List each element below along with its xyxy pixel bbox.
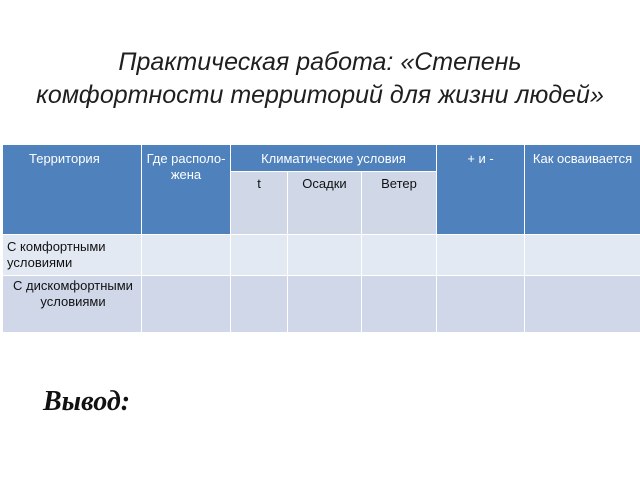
slide-title-line-1: Практическая работа: «Степень [118, 48, 522, 76]
row-label-comfortable: С комфортными условиями [3, 235, 142, 276]
header-climate-wind: Ветер [362, 172, 437, 235]
header-how-developed: Как осваивается [525, 145, 640, 235]
header-pros-cons: + и - [437, 145, 525, 235]
row-label-uncomfortable: С дискомфортными условиями [3, 276, 142, 333]
practical-work-table [2, 144, 640, 333]
cell-empty [288, 276, 362, 333]
header-climate-precipitation: Осадки [288, 172, 362, 235]
cell-empty [437, 276, 525, 333]
cell-empty [142, 276, 231, 333]
header-territory: Территория [3, 145, 142, 235]
slide-title [0, 46, 640, 112]
cell-empty [437, 235, 525, 276]
cell-empty [231, 276, 288, 333]
header-climate-t: t [231, 172, 288, 235]
cell-empty [362, 276, 437, 333]
cell-empty [525, 276, 640, 333]
cell-empty [288, 235, 362, 276]
cell-empty [142, 235, 231, 276]
header-climate-conditions: Климатические условия [231, 145, 437, 172]
header-location: Где располо-жена [142, 145, 231, 235]
cell-empty [231, 235, 288, 276]
conclusion-label: Вывод: [43, 386, 131, 417]
table-row [3, 235, 640, 276]
slide-title-line-2: комфортности территорий для жизни людей» [36, 81, 604, 109]
table-row [3, 276, 640, 333]
cell-empty [525, 235, 640, 276]
cell-empty [362, 235, 437, 276]
